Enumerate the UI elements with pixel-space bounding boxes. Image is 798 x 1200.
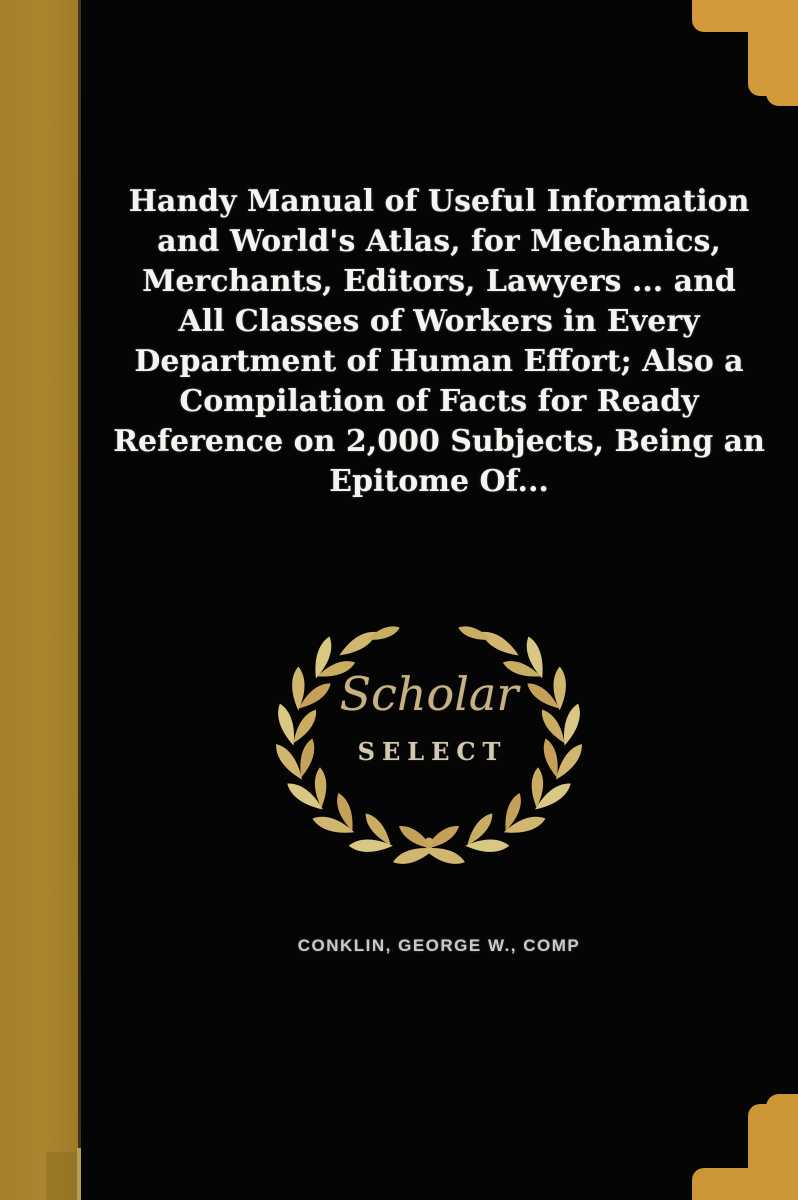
- author-name: CONKLIN, GEORGE W., COMP: [297, 936, 581, 955]
- book-title-line: Compilation of Facts for Ready: [179, 384, 699, 419]
- publisher-script-text: Scholar: [339, 667, 519, 721]
- publisher-logo: [283, 613, 575, 861]
- book-title-line: Handy Manual of Useful Information: [128, 184, 750, 219]
- wreath-center-dot: [425, 838, 434, 847]
- spine-edge-highlight: [77, 1148, 81, 1200]
- book-title-line: Reference on 2,000 Subjects, Being an: [113, 424, 765, 459]
- torn-corner-bottom-right-icon: [688, 1090, 798, 1200]
- publisher-caps-text: SELECT: [357, 737, 508, 766]
- book-title-line: All Classes of Workers in Every: [178, 304, 700, 339]
- spine-edge-line: [78, 0, 81, 1200]
- book-title-line: and World's Atlas, for Mechanics,: [157, 224, 721, 259]
- book-title-line: Department of Human Effort; Also a: [134, 344, 744, 379]
- book-title-line: Merchants, Editors, Lawyers ... and: [142, 264, 736, 299]
- book-title-line: Epitome Of...: [329, 464, 549, 499]
- book-spine-band: [0, 0, 78, 1200]
- book-title: [80, 182, 798, 502]
- torn-corner-top-right-icon: [688, 0, 798, 110]
- spine-bottom-shadow: [46, 1152, 77, 1200]
